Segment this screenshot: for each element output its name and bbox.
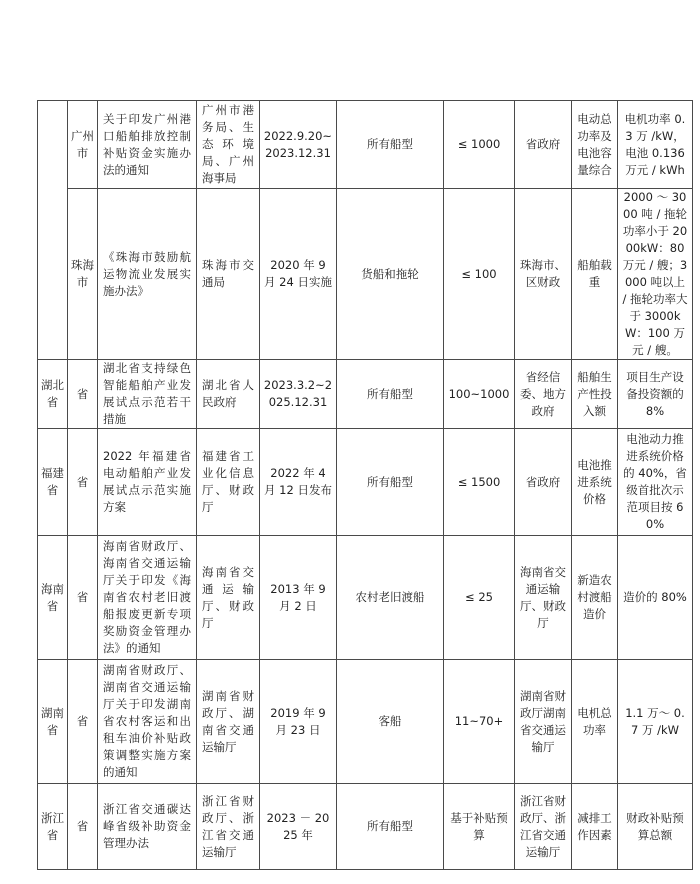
basis-cell (572, 784, 618, 870)
province-name: 海南省 (41, 581, 64, 613)
funding-cell (515, 101, 572, 189)
funding-cell (515, 429, 572, 536)
city-name: 省 (76, 386, 89, 401)
table-row-guangzhou (38, 101, 693, 189)
province-cell (38, 536, 68, 660)
standard-cell (618, 101, 693, 189)
subsidy-standard: 财政补贴预算总额 (626, 810, 684, 842)
period: 2020 年 9 月 24 日实施 (264, 258, 332, 289)
funding-cell (515, 660, 572, 784)
policy-name: 关于印发广州港口船舶排放控制补贴资金实施办法的通知 (103, 111, 191, 177)
subsidy-standard: 项目生产设备投资额的 8% (626, 369, 684, 418)
department-cell (197, 189, 260, 360)
funding-cell (515, 536, 572, 660)
province-name: 福建省 (41, 466, 64, 497)
period: 2019 年 9 月 23 日 (270, 705, 326, 737)
ship-type-cell (337, 429, 444, 536)
department: 海南省交通运输厅、财政厅 (202, 564, 254, 630)
policy-name: 《珠海市鼓励航运物流业发展实施办法》 (103, 249, 191, 298)
table-row-hubei (38, 360, 693, 429)
scale-cell (444, 536, 515, 660)
table-row-fujian (38, 429, 693, 536)
scale: ≤ 1500 (457, 474, 501, 489)
standard-cell (618, 660, 693, 784)
ship-type: 所有船型 (367, 137, 413, 151)
subsidy-basis: 船舶生产性投入额 (577, 369, 612, 418)
basis-cell (572, 429, 618, 536)
policy-name: 海南省财政厅、海南省交通运输厅关于印发《海南省农村老旧渡船报废更新专项奖励资金管理办法》的通知 (103, 539, 191, 655)
table-row-hainan (38, 536, 693, 660)
city-cell (68, 429, 98, 536)
funding-cell (515, 784, 572, 870)
ship-type-cell (337, 101, 444, 189)
subsidy-policy-table (37, 100, 693, 870)
table-row-zhejiang (38, 784, 693, 870)
scale: 11~70+ (454, 714, 504, 728)
province-cell (38, 784, 68, 870)
subsidy-standard: 电机功率 0.3 万 /kW，电池 0.136 万元 / kWh (624, 111, 686, 177)
city-name: 珠海市 (71, 258, 94, 289)
table-row-zhuhai (38, 189, 693, 360)
policy-name-cell (98, 189, 197, 360)
policy-name-cell (98, 660, 197, 784)
policy-name: 湖南省财政厅、湖南省交通运输厅关于印发湖南省农村客运和出租车油价补贴政策调整实施方案的通知 (103, 663, 191, 779)
standard-cell (618, 784, 693, 870)
ship-type-cell (337, 660, 444, 784)
policy-name-cell (98, 360, 197, 429)
funding-cell (515, 360, 572, 429)
policy-name-cell (98, 784, 197, 870)
province-cell (38, 101, 68, 360)
subsidy-standard: 1.1 万～ 0.7 万 /kW (625, 705, 685, 737)
funding-source: 海南省交通运输厅、财政厅 (520, 564, 566, 630)
period: 2023.3.2~2025.12.31 (263, 378, 333, 409)
period-cell (260, 360, 337, 429)
scale-cell (444, 360, 515, 429)
funding-source: 省政府 (525, 137, 561, 151)
period: 2022 年 4 月 12 日发布 (264, 466, 332, 497)
standard-cell (618, 429, 693, 536)
funding-source: 珠海市、区财政 (520, 258, 566, 289)
period: 2013 年 9 月 2 日 (270, 581, 326, 613)
province-name: 湖南省 (41, 705, 64, 737)
basis-cell (572, 660, 618, 784)
department-cell (197, 360, 260, 429)
subsidy-basis: 电机总功率 (577, 705, 612, 737)
subsidy-basis: 船舶载重 (577, 258, 612, 289)
subsidy-basis: 电池推进系统价格 (577, 457, 612, 506)
department: 广州市港务局、生态环境局、广州海事局 (202, 103, 254, 185)
department: 珠海市交通局 (202, 258, 254, 289)
table-row-hunan (38, 660, 693, 784)
period-cell (260, 784, 337, 870)
subsidy-standard: 2000 ～ 3000 吨 / 拖轮功率小于 2000kW：80 万元 / 艘；3000 吨以上 / 拖轮功率大于 3000kW：100 万元 / 艘。 (622, 190, 688, 357)
basis-cell (572, 189, 618, 360)
city-name: 省 (76, 819, 89, 833)
city-name: 省 (76, 714, 89, 728)
department-cell (197, 101, 260, 189)
province-cell (38, 660, 68, 784)
ship-type-cell (337, 360, 444, 429)
province-cell (38, 360, 68, 429)
department-cell (197, 429, 260, 536)
basis-cell (572, 536, 618, 660)
funding-cell (515, 189, 572, 360)
city-cell (68, 101, 98, 189)
ship-type-cell (337, 784, 444, 870)
city-name: 省 (76, 474, 89, 489)
scale-cell (444, 429, 515, 536)
period-cell (260, 660, 337, 784)
city-cell (68, 784, 98, 870)
scale: ≤ 100 (461, 266, 497, 281)
scale-cell (444, 784, 515, 870)
department: 福建省工业化信息厅、财政厅 (202, 449, 254, 514)
province-name: 浙江省 (41, 810, 64, 842)
province-name: 湖北省 (41, 378, 64, 409)
ship-type: 货船和拖轮 (361, 266, 419, 281)
standard-cell (618, 536, 693, 660)
department-cell (197, 536, 260, 660)
ship-type-cell (337, 536, 444, 660)
ship-type: 农村老旧渡船 (355, 590, 425, 604)
policy-name: 湖北省支持绿色智能船舶产业发展试点示范若干措施 (103, 361, 191, 426)
scale: ≤ 1000 (457, 137, 501, 151)
scale-cell (444, 101, 515, 189)
ship-type: 所有船型 (367, 386, 413, 401)
period-cell (260, 101, 337, 189)
department-cell (197, 784, 260, 870)
period: 2022.9.20~2023.12.31 (263, 128, 333, 160)
city-cell (68, 360, 98, 429)
period-cell (260, 189, 337, 360)
ship-type-cell (337, 189, 444, 360)
subsidy-standard: 电池动力推进系统价格的 40%，省级首批次示范项目按 60% (623, 432, 687, 531)
scale-cell (444, 189, 515, 360)
policy-name-cell (98, 429, 197, 536)
city-name: 省 (76, 590, 89, 604)
period-cell (260, 536, 337, 660)
city-name: 广州市 (71, 128, 94, 160)
period: 2023 － 2025 年 (266, 810, 330, 842)
policy-name-cell (98, 536, 197, 660)
department-cell (197, 660, 260, 784)
department: 湖北省人民政府 (202, 378, 254, 409)
city-cell (68, 189, 98, 360)
ship-type: 客船 (378, 714, 402, 728)
ship-type: 所有船型 (367, 474, 413, 489)
funding-source: 省政府 (525, 474, 561, 489)
subsidy-basis: 新造农村渡船造价 (577, 573, 612, 621)
province-cell (38, 429, 68, 536)
subsidy-standard: 造价的 80% (623, 590, 687, 604)
funding-source: 省经信委、地方政府 (520, 369, 566, 418)
ship-type: 所有船型 (367, 819, 413, 833)
department: 湖南省财政厅、湖南省交通运输厅 (202, 688, 254, 754)
city-cell (68, 660, 98, 784)
city-cell (68, 536, 98, 660)
funding-source: 浙江省财政厅、浙江省交通运输厅 (520, 793, 566, 859)
policy-name: 2022 年福建省电动船舶产业发展试点示范实施方案 (103, 449, 191, 514)
period-cell (260, 429, 337, 536)
subsidy-basis: 减排工作因素 (577, 810, 612, 842)
scale-cell (444, 660, 515, 784)
scale: 100~1000 (448, 386, 510, 401)
standard-cell (618, 189, 693, 360)
department: 浙江省财政厅、浙江省交通运输厅 (202, 793, 254, 859)
policy-name-cell (98, 101, 197, 189)
scale: ≤ 25 (465, 590, 493, 604)
basis-cell (572, 101, 618, 189)
scale: 基于补贴预算 (450, 810, 508, 842)
funding-source: 湖南省财政厅湖南省交通运输厅 (520, 688, 566, 754)
basis-cell (572, 360, 618, 429)
standard-cell (618, 360, 693, 429)
subsidy-basis: 电动总功率及电池容量综合 (577, 111, 612, 177)
policy-name: 浙江省交通碳达峰省级补助资金管理办法 (103, 802, 191, 850)
